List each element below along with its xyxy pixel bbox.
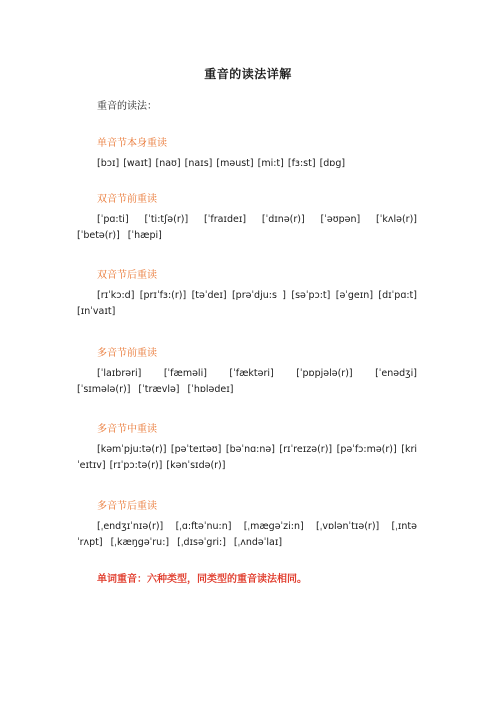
section-disyllable-front	[77, 192, 417, 244]
intro-text: 重音的读法：	[97, 101, 157, 112]
section-polysyllable-middle	[77, 422, 417, 474]
phonetic-examples: [ˌendʒɪˈnɪə(r)] [ˌɑ:ftəˈnu:n] [ˌmægəˈzi:n] [ˌvɒlənˈtɪə(r)] [ˌɪntəˈrʌpt] [ˌkæŋgəˈru:] [ˌdɪsəˈgri:] [ˌʌndəˈlaɪ]	[77, 521, 417, 548]
phonetic-examples: [ˈpɑ:ti] [ˈti:tʃə(r)] [ˈfraɪdeɪ] [ˈdɪnə(r)] [ˈəʊpən] [ˈkʌlə(r)] [ˈbetə(r)] [ˈhæpi]	[77, 214, 417, 241]
page-title: 重音的读法详解	[204, 67, 292, 81]
section-heading: 单音节本身重读	[97, 138, 167, 149]
phonetic-examples: [ˈlaɪbrəri] [ˈfæməli] [ˈfæktəri] [ˈpɒpjələ(r)] [ˈenədʒi] [ˈsɪmələ(r)] [ˈtrævlə] [ˈhɒlədeɪ]	[77, 368, 417, 395]
section-heading: 多音节后重读	[97, 501, 157, 512]
section-polysyllable-back	[77, 499, 417, 551]
section-heading: 多音节前重读	[97, 348, 157, 359]
section-polysyllable-front	[77, 346, 417, 398]
summary-note: 单词重音：六种类型，同类型的重音读法相同。	[97, 574, 307, 585]
section-heading: 双音节前重读	[97, 194, 157, 205]
phonetic-examples: [bɔɪ] [waɪt] [naʊ] [naɪs] [məust] [mi:t] [fɜ:st] [dɒg]	[97, 158, 346, 169]
section-disyllable-back	[77, 268, 417, 320]
phonetic-examples: [kəmˈpju:tə(r)] [pəˈteɪtəʊ] [bəˈnɑ:nə] [rɪˈreɪzə(r)] [pəˈfɔ:mə(r)] [kriˈeɪtɪv] [rɪˈpɔ:tə(r)] [kənˈsɪdə(r)]	[77, 444, 417, 471]
section-heading: 双音节后重读	[97, 270, 157, 281]
section-monosyllable	[77, 136, 417, 172]
phonetic-examples: [rɪˈkɔ:d] [prɪˈfɜ:(r)] [təˈdeɪ] [prəˈdju:s ] [səˈpɔ:t] [əˈgeɪn] [dɪˈpɑ:t] [ɪnˈvaɪt]	[77, 290, 417, 317]
section-heading: 多音节中重读	[97, 424, 157, 435]
